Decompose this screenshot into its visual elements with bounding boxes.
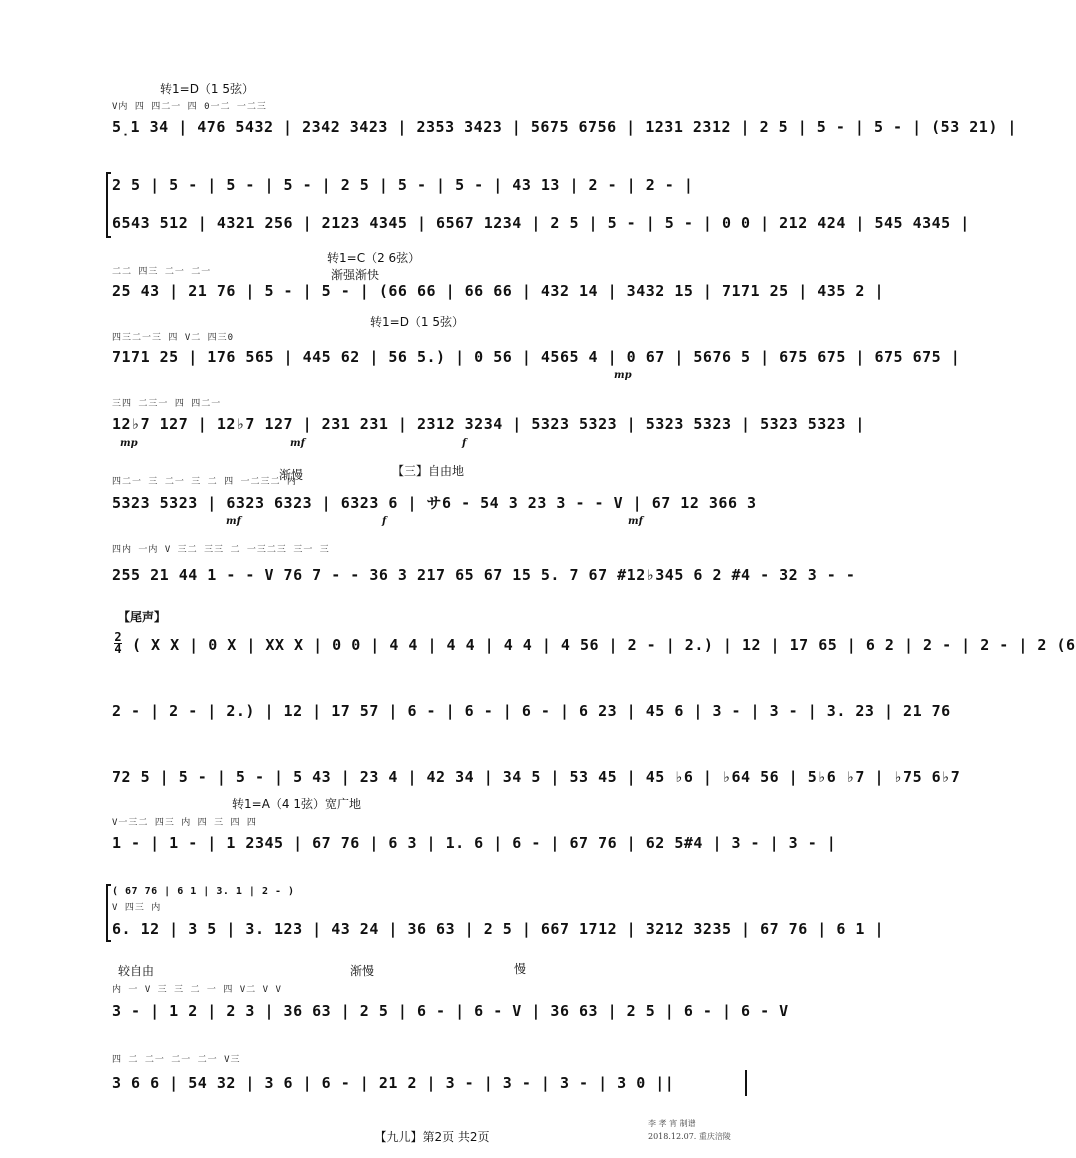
score-line-5: 12♭7 127 | 12♭7 127 | 231 231 | 2312 3234 | 5323 5323 | 5323 5323 | 5323 5323 | — [112, 415, 865, 433]
part-brace-1 — [106, 172, 111, 238]
score-line-13: 3 - | 1 2 | 2 3 | 36 63 | 2 5 | 6 - | 6 - V | 36 63 | 2 5 | 6 - | 6 - V — [112, 1002, 789, 1020]
dynamic-mf-2: mf — [226, 516, 241, 527]
score-line-6: 5323 5323 | 6323 6323 | 6323 6 | サ6 - 54 3 23 3 - - V | 67 12 366 3 — [112, 494, 757, 512]
bowing-marks-11: V一三二 四三 内 四 三 四 四 — [112, 818, 257, 828]
tempo-slowing: 渐慢 — [279, 468, 304, 482]
dynamic-mp-2: mp — [120, 438, 138, 449]
key-change-4: 转1=A（4 1弦）宽广地 — [232, 797, 361, 811]
bowing-marks-13: 内 一 V 三 三 二 一 四 V二 V V — [112, 985, 282, 995]
score-line-1: 5̣1 34 | 476 5432 | 2342 3423 | 2353 3423 | 5675 6756 | 1231 2312 | 2 5 | 5 - | 5 - | (53 21) | — [112, 118, 1017, 136]
key-change-2: 转1=C（2 6弦） — [327, 251, 421, 265]
coda-label: 【尾声】 — [118, 610, 167, 624]
tempo-crescendo: 渐强渐快 — [331, 268, 380, 282]
page-footer: 【九儿】第2页 共2页 — [374, 1130, 490, 1144]
score-line-3: 25 43 | 21 76 | 5 - | 5 - | (66 66 | 66 66 | 432 14 | 3432 15 | 7171 25 | 435 2 | — [112, 282, 884, 300]
dynamic-mp-1: mp — [614, 370, 632, 381]
bowing-marks-3: 二二 四三 二一 二一 — [112, 267, 212, 277]
bowing-marks-14: 四 二 二一 二一 二一 V三 — [112, 1055, 241, 1065]
score-line-14: 3 6 6 | 54 32 | 3 6 | 6 - | 21 2 | 3 - | 3 - | 3 - | 3 0 || — [112, 1074, 675, 1092]
final-barline — [745, 1070, 747, 1096]
key-change-3: 转1=D（1 5弦） — [370, 315, 465, 329]
time-signature — [114, 632, 122, 655]
dynamic-mf-3: mf — [628, 516, 643, 527]
tempo-slowing-2: 渐慢 — [350, 964, 375, 978]
section-three-label: 【三】自由地 — [392, 464, 465, 478]
bowing-marks-1: V内 四 四二一 四 0一二 一二三 — [112, 102, 267, 112]
dynamic-f-2: f — [382, 516, 387, 527]
tempo-free: 较自由 — [118, 964, 155, 978]
dynamic-f-1: f — [462, 438, 467, 449]
time-signature-top: 2 — [114, 630, 122, 644]
score-line-9: 2 - | 2 - | 2.) | 12 | 17 57 | 6 - | 6 - | 6 - | 6 23 | 45 6 | 3 - | 3 - | 3. 23 | 21 76 — [112, 702, 951, 720]
bowing-marks-5: 三四 二三一 四 四二一 — [112, 399, 222, 409]
key-change-1: 转1=D（1 5弦） — [160, 82, 255, 96]
score-line-10: 72 5 | 5 - | 5 - | 5 43 | 23 4 | 42 34 | 34 5 | 53 45 | 45 ♭6 | ♭64 56 | 5♭6 ♭7 | ♭75 6♭7 — [112, 768, 961, 786]
time-signature-bottom: 4 — [114, 642, 122, 656]
score-line-12a: ( 67 76 | 6 1 | 3. 1 | 2 - ) — [112, 886, 295, 897]
score-line-8: ( X X | 0 X | XX X | 0 0 | 4 4 | 4 4 | 4 4 | 4 56 | 2 - | 2.) | 12 | 17 65 | 6 2 | 2 - | 2 - | 2 (6 — [132, 636, 1076, 654]
score-line-7: 255 21 44 1 - - V 76 7 - - 36 3 217 65 67 15 5. 7 67 #12♭345 6 2 #4 - 32 3 - - — [112, 566, 856, 584]
bowing-marks-7: 四内 一内 V 三二 三三 二 一三二三 三一 三 — [112, 545, 330, 555]
score-line-2b: 6543 512 | 4321 256 | 2123 4345 | 6567 1234 | 2 5 | 5 - | 5 - | 0 0 | 212 424 | 545 4345 | — [112, 214, 970, 232]
score-line-11: 1 - | 1 - | 1 2345 | 67 76 | 6 3 | 1. 6 | 6 - | 67 76 | 62 5#4 | 3 - | 3 - | — [112, 834, 837, 852]
score-line-4: 7171 25 | 176 565 | 445 62 | 56 5.) | 0 56 | 4565 4 | 0 67 | 5676 5 | 675 675 | 675 675 | — [112, 348, 961, 366]
score-line-12b: 6. 12 | 3 5 | 3. 123 | 43 24 | 36 63 | 2 5 | 667 1712 | 3212 3235 | 67 76 | 6 1 | — [112, 920, 884, 938]
dynamic-mf-1: mf — [290, 438, 305, 449]
score-line-2a: 2 5 | 5 - | 5 - | 5 - | 2 5 | 5 - | 5 - | 43 13 | 2 - | 2 - | — [112, 176, 694, 194]
tempo-slow: 慢 — [514, 962, 527, 976]
part-brace-2 — [106, 884, 111, 942]
credit-arranger: 李 孝 宵 制谱 — [648, 1119, 696, 1128]
credit-date-place: 2018.12.07. 重庆涪陵 — [648, 1132, 731, 1141]
bowing-marks-6: 四二一 三 二一 三 二 四 一二三二 内 — [112, 477, 297, 487]
bowing-marks-4: 四三二一三 四 V二 四三0 — [112, 333, 235, 343]
bowing-marks-12: V 四三 内 — [112, 903, 162, 913]
